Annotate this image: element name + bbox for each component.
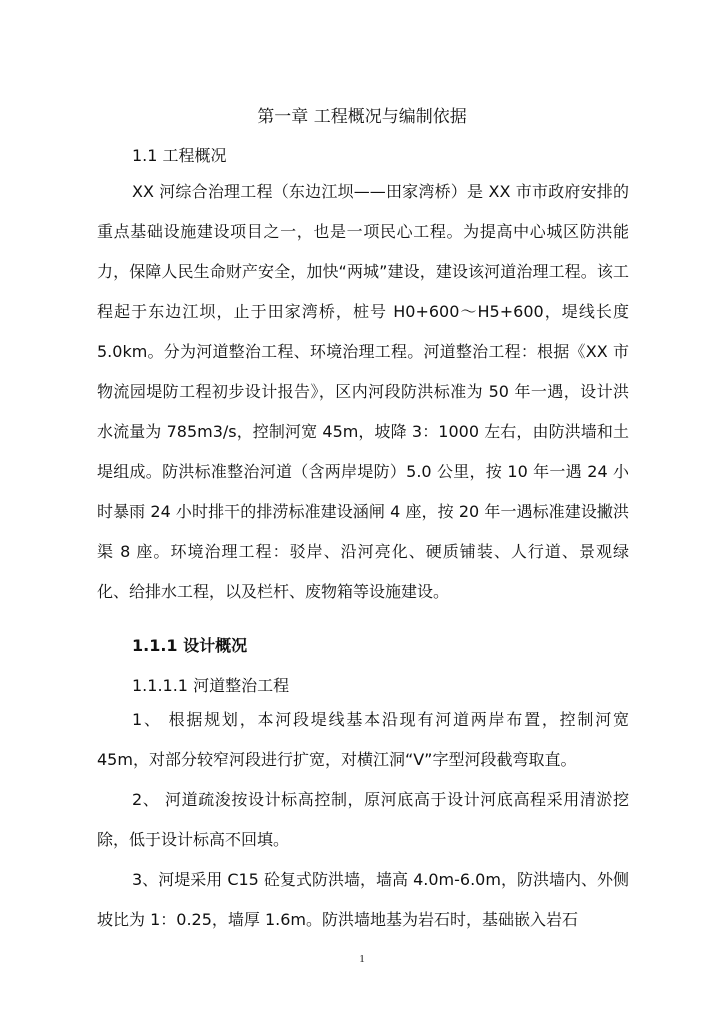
list-item-3: 3、河堤采用 C15 砼复式防洪墙，墙高 4.0m-6.0m，防洪墙内、外侧坡比为 1：0.25，墙厚 1.6m。防洪墙地基为岩石时，基础嵌入岩石	[97, 870, 629, 929]
section-heading-1-1-1: 1.1.1 设计概况	[132, 636, 248, 655]
intro-paragraph: XX 河综合治理工程（东边江坝——田家湾桥）是 XX 市市政府安排的重点基础设施建设项目之一，也是一项民心工程。为提高中心城区防洪能力，保障人民生命财产安全，加快“两城”建设，建设该河道治理工程。该工程起于东边江坝，止于田家湾桥，桩号 H0+600～H5+600，堤线长度 5.0km。分为河道整治工程、环境治理工程。河道整治工程：根据《XX 市物流园堤防工程初步设计报告》，区内河段防洪标准为 50 年一遇，设计洪水流量为 785m3/s，控制河宽 45m，坡降 3：1000 左右，由防洪墙和土堤组成。防洪标准整治河道（含两岸堤防）5.0 公里，按 10 年一遇 24 小时暴雨 24 小时排干的排涝标准建设涵闸 4 座，按 20 年一遇标准建设撇洪渠 8 座。环境治理工程：驳岸、沿河亮化、硬质铺装、人行道、景观绿化、给排水工程，以及栏杆、废物箱等设施建设。	[97, 182, 629, 601]
chapter-title: 第一章 工程概况与编制依据	[257, 107, 467, 127]
section-heading-1-1-1-1: 1.1.1.1 河道整治工程	[132, 676, 290, 695]
page-number: 1	[359, 953, 365, 965]
list-item-2: 2、 河道疏浚按设计标高控制，原河底高于设计河底高程采用清淤挖除，低于设计标高不回填。	[97, 790, 629, 849]
section-heading-1-1: 1.1 工程概况	[132, 146, 227, 165]
list-item-1: 1、 根据规划，本河段堤线基本沿现有河道两岸布置，控制河宽 45m，对部分较窄河段进行扩宽，对横江洞“V”字型河段截弯取直。	[97, 710, 629, 769]
